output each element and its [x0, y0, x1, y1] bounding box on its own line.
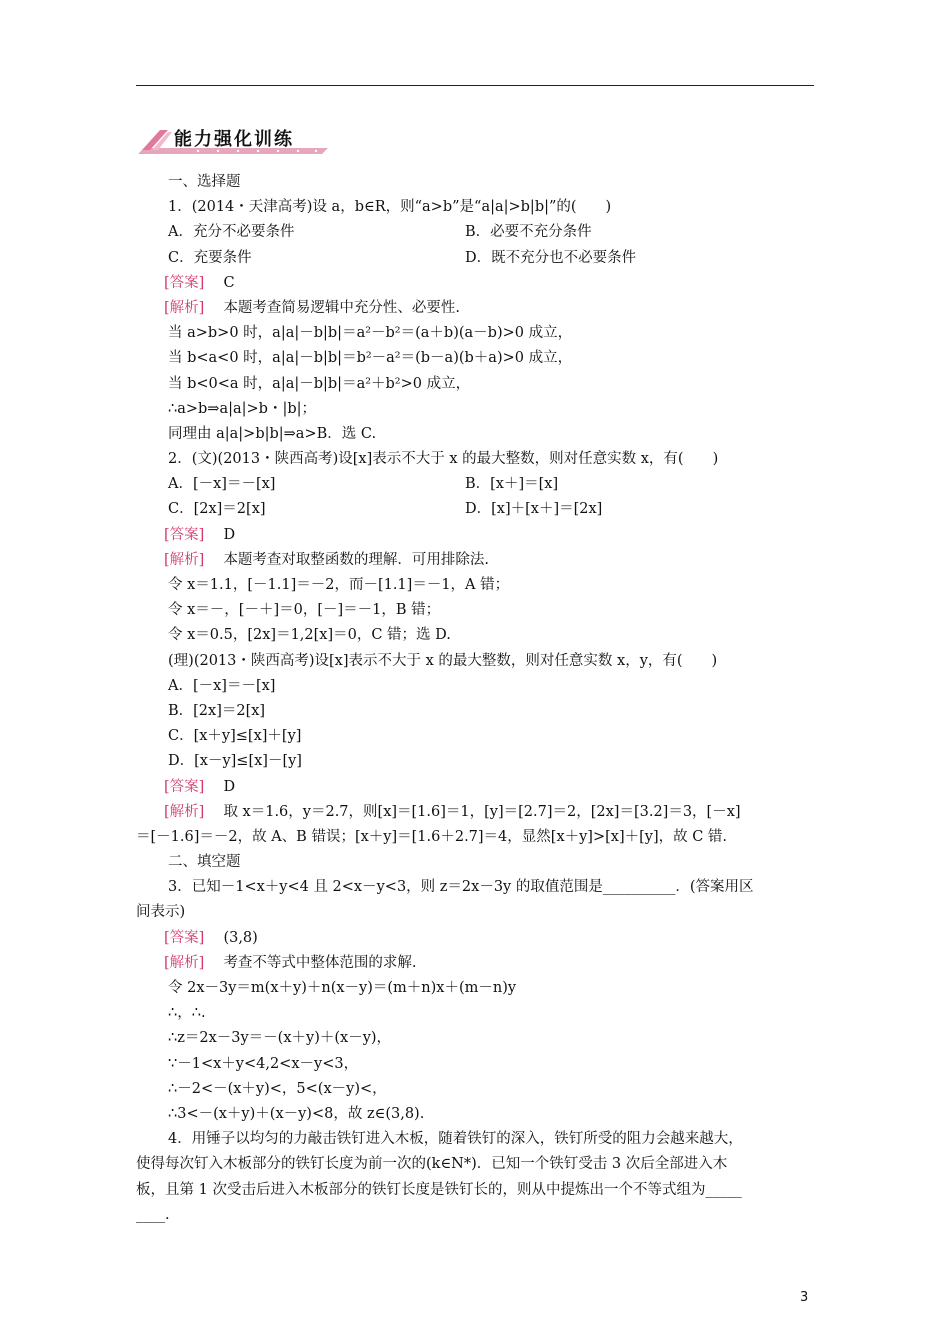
q2-solution-line-3: 令 x＝0.5，[2x]＝1,2[x]＝0，C 错；选 D. — [168, 627, 451, 644]
analysis-tag: [解析] — [164, 803, 205, 820]
q2b-answer-value: D — [223, 778, 236, 795]
q1-option-a: A．充分不必要条件 — [168, 224, 295, 241]
banner-title: 能力强化训练 — [174, 129, 294, 150]
q1-analysis-text: 本题考查简易逻辑中充分性、必要性. — [223, 299, 461, 316]
answer-tag: [答案] — [164, 526, 205, 543]
q2-answer — [164, 523, 814, 548]
q1-solution-line-5: 同理由 a|a|>b|b|⇒a>B．选 C. — [168, 425, 377, 442]
q2-solution-line-1: 令 x＝1.1，[－1.1]＝－2，而－[1.1]＝－1，A 错； — [168, 577, 510, 593]
q2-option-d: D．[x]＋[x＋]＝[2x] — [465, 501, 603, 518]
page-number: 3 — [800, 1290, 809, 1305]
question-2: 2．(文)(2013・陕西高考)设[x]表示不大于 x 的最大整数，则对任意实数 x，有( ) — [168, 451, 719, 468]
section-heading-fill: 二、填空题 — [168, 854, 241, 871]
q1-solution-line-1: 当 a>b>0 时，a|a|－b|b|＝a²－b²＝(a＋b)(a－b)>0 成立， — [168, 325, 573, 342]
analysis-tag: [解析] — [164, 954, 205, 971]
q2-options-row-1 — [168, 472, 814, 497]
section-banner — [138, 122, 333, 156]
question-4: 4．用锤子以均匀的力敲击铁钉进入木板，随着铁钉的深入，铁钉所受的阻力会越来越大， — [168, 1131, 743, 1148]
q2-solution-line-2: 令 x＝－，[－＋]＝0，[－]＝－1，B 错； — [168, 602, 441, 619]
q2-analysis — [164, 548, 814, 573]
section-heading-choice: 一、选择题 — [168, 174, 241, 190]
q3-solution-line-4: ∵－1<x＋y<4,2<x－y<3， — [168, 1055, 359, 1072]
q2b-option-c: C．[x＋y]≤[x]＋[y] — [168, 728, 302, 745]
q2b-analysis-line-2: ＝[－1.6]＝－2，故 A、B 错误；[x＋y]＝[1.6＋2.7]＝4，显然[x＋y]>[x]＋[y]，故 C 错. — [136, 828, 728, 845]
q3-answer — [164, 926, 814, 951]
q3-solution-line-6: ∴3<－(x＋y)＋(x－y)<8，故 z∈(3,8). — [168, 1105, 425, 1122]
q2-analysis-text: 本题考查对取整函数的理解．可用排除法. — [223, 551, 490, 568]
q2b-analysis — [164, 800, 814, 825]
header-rule — [136, 85, 814, 86]
question-3: 3．已知－1<x＋y<4 且 2<x－y<3，则 z＝2x－3y 的取值范围是__________．(答案用区 — [168, 879, 754, 896]
document-body — [136, 170, 814, 1228]
q3-solution-line-1: 令 2x－3y＝m(x＋y)＋n(x－y)＝(m＋n)x＋(m－n)y — [168, 980, 517, 996]
q3-analysis — [164, 951, 814, 976]
answer-tag: [答案] — [164, 274, 205, 291]
question-2b: (理)(2013・陕西高考)设[x]表示不大于 x 的最大整数，则对任意实数 x，y，有( ) — [168, 652, 718, 669]
q3-solution-line-3: ∴z＝2x－3y＝－(x＋y)＋(x－y)， — [168, 1030, 392, 1047]
q1-solution-line-2: 当 b<a<0 时，a|a|－b|b|＝b²－a²＝(b－a)(b＋a)>0 成立， — [168, 350, 573, 367]
question-4-line-3: 板，且第 1 次受击后进入木板部分的铁钉长度是铁钉长的，则从中提炼出一个不等式组为_____ — [136, 1181, 742, 1198]
q1-answer-value: C — [223, 274, 235, 291]
q1-option-c: C．充要条件 — [168, 249, 252, 266]
q3-solution-line-5: ∴－2<－(x＋y)<，5<(x－y)<， — [168, 1080, 387, 1097]
q1-option-d: D．既不充分也不必要条件 — [465, 249, 637, 266]
answer-tag: [答案] — [164, 778, 205, 795]
q2-answer-value: D — [223, 526, 236, 543]
q2b-option-b: B．[2x]＝2[x] — [168, 702, 266, 719]
question-4-line-4: ____. — [136, 1206, 170, 1223]
q2b-analysis-text: 取 x＝1.6，y＝2.7，则[x]＝[1.6]＝1，[y]＝[2.7]＝2，[2x]＝[3.2]＝3，[－x] — [223, 803, 741, 820]
q2b-answer — [164, 775, 814, 800]
analysis-tag: [解析] — [164, 551, 205, 568]
q3-answer-value: (3,8) — [223, 929, 258, 946]
analysis-tag: [解析] — [164, 299, 205, 316]
q1-analysis — [164, 296, 814, 321]
q2-option-b: B．[x＋]＝[x] — [465, 476, 559, 493]
q2-option-a: A．[－x]＝－[x] — [168, 476, 276, 493]
q2-options-row-2 — [168, 497, 814, 522]
q1-solution-line-4: ∴a>b⇒a|a|>b・|b|； — [168, 400, 316, 417]
q1-solution-line-3: 当 b<0<a 时，a|a|－b|b|＝a²＋b²>0 成立， — [168, 375, 471, 392]
q2-option-c: C．[2x]＝2[x] — [168, 501, 266, 518]
q1-answer — [164, 271, 814, 296]
question-4-line-2: 使得每次钉入木板部分的铁钉长度为前一次的(k∈N*)．已知一个铁钉受击 3 次后全部进入木 — [136, 1156, 728, 1173]
q1-options-row-2 — [168, 246, 814, 271]
question-1: 1．(2014・天津高考)设 a，b∈R，则“a>b”是“a|a|>b|b|”的( ) — [168, 199, 612, 216]
question-3-cont: 间表示) — [136, 904, 186, 921]
q2b-option-d: D．[x－y]≤[x]－[y] — [168, 753, 302, 770]
q3-solution-line-2: ∴，∴. — [168, 1005, 206, 1022]
answer-tag: [答案] — [164, 929, 205, 946]
q1-option-b: B．必要不充分条件 — [465, 224, 592, 241]
q2b-option-a: A．[－x]＝－[x] — [168, 677, 276, 694]
q3-analysis-text: 考查不等式中整体范围的求解. — [223, 954, 417, 971]
q1-options-row-1 — [168, 220, 814, 245]
